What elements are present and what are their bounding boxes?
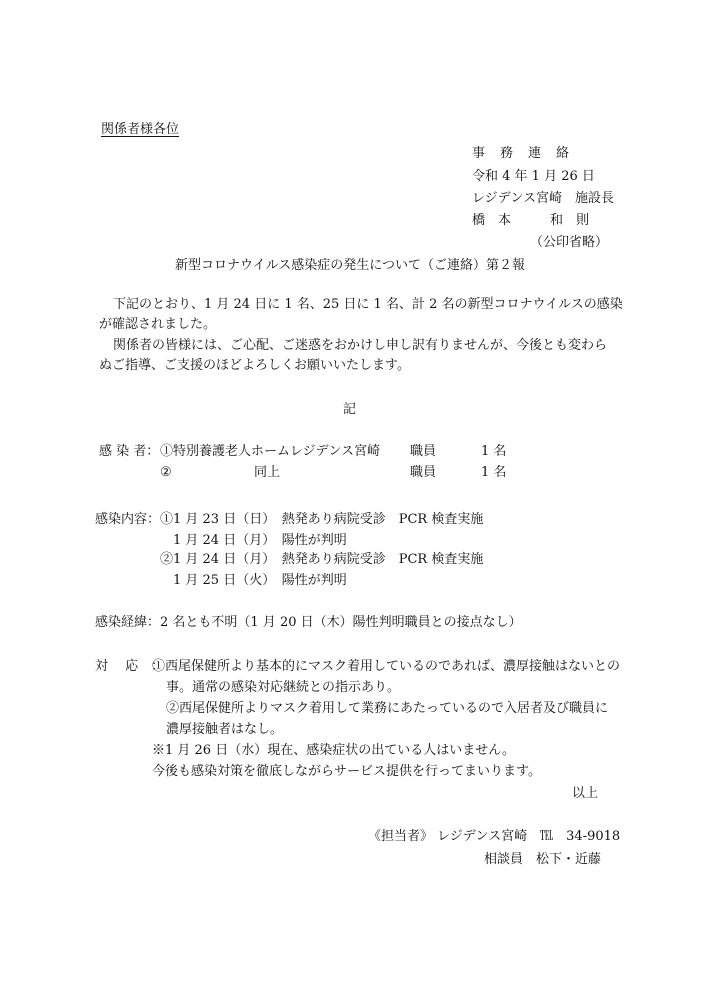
seal-note: （公印省略） [530, 235, 609, 250]
details-line: ①1 月 23 日（日） 熱発あり病院受診 PCR 検査実施 [160, 512, 484, 527]
intro-p1-line1: 下記のとおり、1 月 24 日に 1 名、25 日に 1 名、計 2 名の新型コロナウイルスの感染 [113, 297, 623, 312]
contact-line1: 《担当者》 レジデンス宮崎 ℡ 34-9018 [368, 829, 621, 844]
intro-p1-line2: が確認されました。 [99, 317, 217, 332]
notice-type: 事 務 連 絡 [472, 146, 571, 161]
closing: 以上 [572, 786, 599, 801]
ki-heading: 記 [343, 402, 357, 417]
route-text: 2 名とも不明（1 月 20 日（木）陽性判明職員との接点なし） [160, 615, 522, 630]
infected-2-num: ② [160, 465, 172, 480]
response-line: ①西尾保健所より基本的にマスク着用しているのであれば、濃厚接触はないとの [152, 659, 621, 674]
details-line: ②1 月 24 日（月） 熱発あり病院受診 PCR 検査実施 [160, 552, 484, 567]
response-line: 今後も感染対策を徹底しながらサービス提供を行ってまいります。 [152, 764, 541, 779]
infected-1-count: 1 名 [481, 444, 507, 459]
intro-p2-line1: 関係者の皆様には、ご心配、ご迷惑をおかけし申し訳有りませんが、今後とも変わら [113, 338, 608, 353]
addressee: 関係者様各位 [101, 122, 180, 137]
contact-line2: 相談員 松下・近藤 [484, 852, 602, 867]
response-label: 対 応 ： [95, 659, 165, 674]
response-line: ②西尾保健所よりマスク着用して業務にあたっているので入居者及び職員に [166, 701, 609, 716]
route-label: 感染経緯： [95, 615, 161, 630]
details-line: 1 月 24 日（月） 陽性が判明 [173, 533, 347, 548]
infected-1-role: 職員 [410, 444, 437, 459]
document-title: 新型コロナウイルス感染症の発生について（ご連絡）第２報 [175, 258, 525, 273]
issue-date: 令和 4 年 1 月 26 日 [472, 169, 595, 184]
infected-2-count: 1 名 [481, 465, 507, 480]
issuer-org: レジデンス宮崎 施設長 [472, 191, 615, 206]
details-line: 1 月 25 日（火） 陽性が判明 [173, 573, 347, 588]
infected-label: 感 染 者： [99, 444, 160, 459]
issuer-name: 橋 本 和 則 [472, 213, 590, 228]
response-line: 事。通常の感染対応継続との指示あり。 [166, 680, 401, 695]
infected-2-name: 同上 [254, 465, 281, 480]
response-line: ※1 月 26 日（水）現在、感染症状の出ている人はいません。 [152, 743, 515, 758]
details-label: 感染内容： [95, 512, 161, 527]
infected-2-role: 職員 [410, 465, 437, 480]
intro-p2-line2: ぬご指導、ご支援のほどよろしくお願いいたします。 [99, 358, 410, 373]
infected-1-name: ①特別養護老人ホームレジデンス宮崎 [160, 444, 381, 459]
response-line: 濃厚接触者はなし。 [166, 722, 284, 737]
